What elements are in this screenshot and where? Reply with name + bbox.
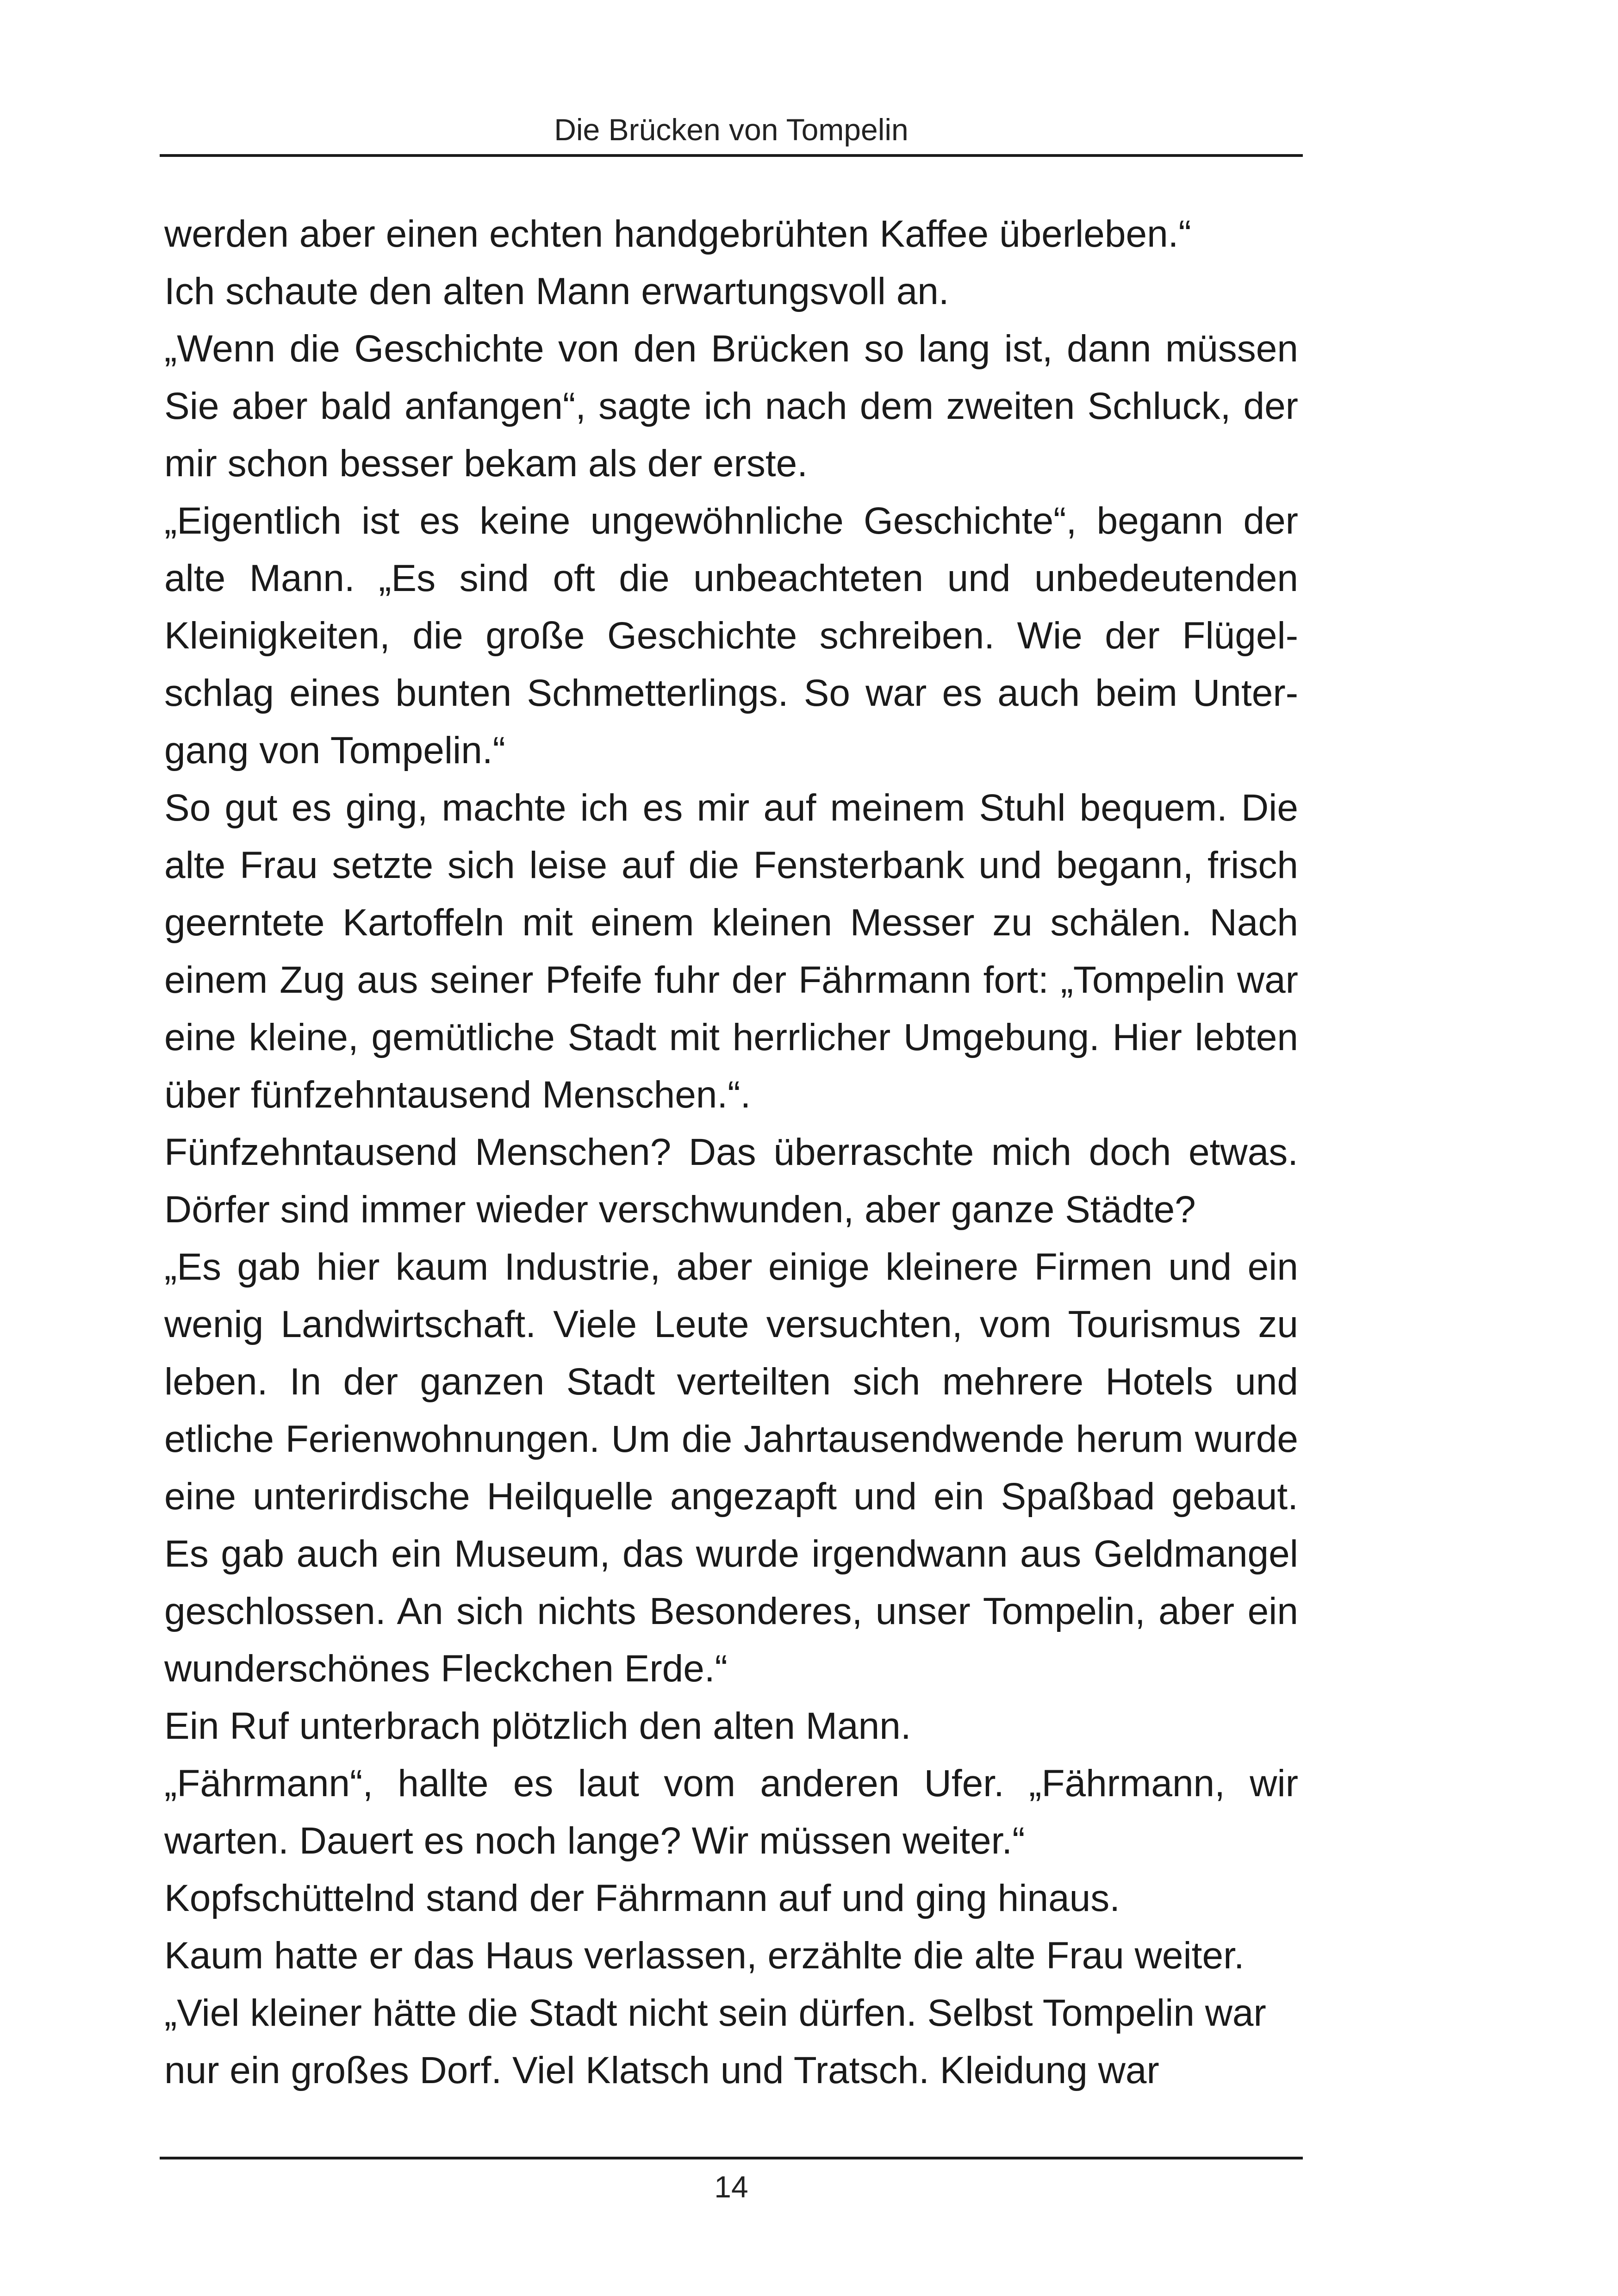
paragraph: Kopfschüttelnd stand der Fährmann auf und ging hinaus. [164, 1877, 1120, 1919]
paragraph: „Fährmann“, hallte es laut vom anderen Ufer. „Fährmann, wir warten. Dauert es noch lange? Wir müssen weiter.“ [164, 1762, 1298, 1862]
paragraph: Ich schaute den alten Mann erwartungsvoll an. [164, 270, 949, 312]
footer-rule [160, 2157, 1303, 2159]
paragraph: „Wenn die Geschichte von den Brücken so lang ist, dann müssen Sie aber bald anfangen“, sagte ich nach dem zweiten Schluck, der mir schon besser bekam als der erste. [164, 328, 1298, 485]
paragraph: So gut es ging, machte ich es mir auf meinem Stuhl bequem. Die alte Frau setzte sich leise auf die Fensterbank und begann, frisch geerntete Kartoffeln mit einem kleinen Messer zu schälen. Nach einem Zug aus seiner Pfeife fuhr der Fährmann fort: „Tompelin war eine kleine, gemütliche Stadt mit herrlicher Umgebung. Hier lebten über fünfzehntausend Menschen.“. [164, 787, 1298, 1116]
header-rule [160, 154, 1303, 157]
running-header-title: Die Brücken von Tompelin [554, 112, 909, 147]
page-number: 14 [714, 2170, 748, 2204]
body-text [164, 205, 1298, 2099]
paragraph: Ein Ruf unterbrach plötzlich den alten Mann. [164, 1705, 911, 1747]
paragraph: Fünfzehntausend Menschen? Das überraschte mich doch etwas. Dörfer sind immer wieder verschwunden, aber ganze Städte? [164, 1131, 1298, 1231]
paragraph: Kaum hatte er das Haus verlassen, erzählte die alte Frau weiter. [164, 1935, 1245, 1977]
paragraph: werden aber einen echten handgebrühten Kaffee überleben.“ [164, 213, 1191, 255]
paragraph: „Eigentlich ist es keine ungewöhnliche Geschichte“, begann der alte Mann. „Es sind oft die unbeachteten und unbedeutenden Kleinigkeiten, die große Geschichte schreiben. Wie der Flügelschlag eines bunten Schmetterlings. So war es auch beim Untergang von Tompelin.“ [164, 500, 1298, 772]
paragraph: „Es gab hier kaum Industrie, aber einige kleinere Firmen und ein wenig Landwirtschaft. Viele Leute versuchten, vom Tourismus zu leben. In der ganzen Stadt verteilten sich mehrere Hotels und etliche Ferienwohnungen. Um die Jahrtausendwende herum wurde eine unterirdische Heilquelle angezapft und ein Spaßbad gebaut. Es gab auch ein Museum, das wurde irgendwann aus Geldmangel geschlossen. An sich nichts Besonderes, unser Tompelin, aber ein wunderschönes Fleckchen Erde.“ [164, 1246, 1298, 1690]
paragraph: „Viel kleiner hätte die Stadt nicht sein dürfen. Selbst Tompelin war nur ein großes Dorf. Viel Klatsch und Tratsch. Kleidung war [164, 1992, 1266, 2091]
